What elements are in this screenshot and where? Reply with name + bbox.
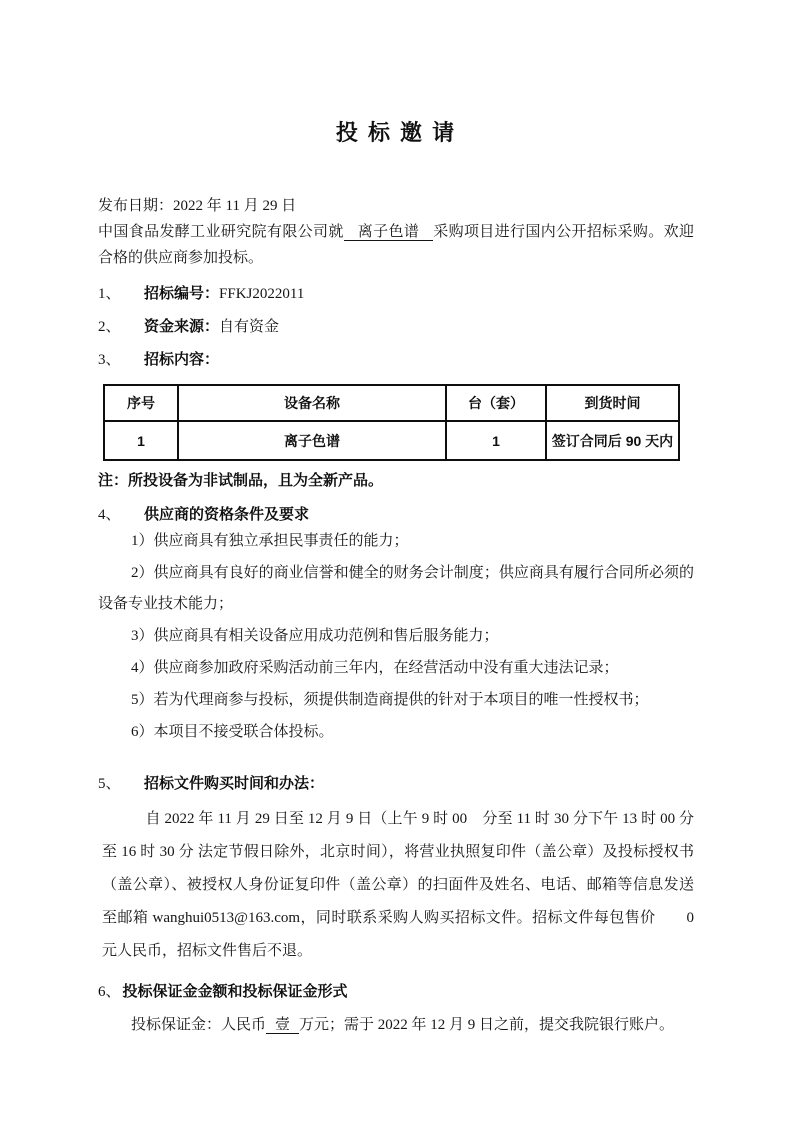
table-cell-serial: 1 xyxy=(104,421,178,460)
table-cell-equipment-name: 离子色谱 xyxy=(178,421,446,460)
qualification-subitem-4: 4）供应商参加政府采购活动前三年内，在经营活动中没有重大违法记录； xyxy=(131,660,619,676)
section-5-title: 招标文件购买时间和办法： xyxy=(144,775,325,792)
item-1-tender-number xyxy=(98,284,694,304)
table-header-serial: 序号 xyxy=(104,385,178,421)
item-3-number: 3、 xyxy=(98,352,121,368)
intro-text-before: 中国食品发酵工业研究院有限公司就 xyxy=(98,224,344,240)
qualification-subitem-2: 2）供应商具有良好的商业信誉和健全的财务会计制度；供应商具有履行合同所必须的设备专业技术能力； xyxy=(98,565,694,612)
item-2-value: 自有资金 xyxy=(219,319,280,335)
item-1-value: FFKJ2022011 xyxy=(219,286,305,302)
section-6-title: 投标保证金金额和投标保证金形式 xyxy=(122,983,348,1000)
section-5-number: 5、 xyxy=(98,776,121,792)
tender-items-table xyxy=(103,384,680,461)
table-row xyxy=(104,421,679,460)
intro-text-after: 采购项目进行国内公开招标采购。欢迎合格的供应商参加投标。 xyxy=(98,224,694,266)
item-2-label: 资金来源： xyxy=(144,318,220,335)
section-4-number: 4、 xyxy=(98,507,121,523)
item-1-number: 1、 xyxy=(98,286,121,302)
qualification-subitem-6: 6）本项目不接受联合体投标。 xyxy=(131,724,334,740)
underlined-blank-procurement-item: 离子色谱 xyxy=(344,224,433,241)
section-5-heading xyxy=(98,774,694,794)
note-line: 注：所投设备为非试制品，且为全新产品。 xyxy=(98,472,384,489)
section-6-heading xyxy=(98,982,694,1002)
underlined-deposit-amount: 壹 xyxy=(266,1017,299,1034)
table-cell-quantity: 1 xyxy=(446,421,546,460)
item-3-tender-content xyxy=(98,350,694,370)
deposit-text-before: 投标保证金：人民币 xyxy=(131,1017,267,1033)
item-2-number: 2、 xyxy=(98,319,121,335)
document-purchase-paragraph: 自 2022 年 11 月 29 日至 12 月 9 日（上午 9 时 00 分至 11 时 30 分下午 13 时 00 分至 16 时 30 分 法定节假日除外，北京时间），将营业执照复印件（盖公章）及投标授权书（盖公章）、被授权人身份证复印件（盖公章）的扫面件及姓名、电话、邮箱等信息发送至邮箱 wanghui0513@163.com，同时联系采购人购买招标文件。招标文件每包售价 0 元人民币，招标文件售后不退。 xyxy=(102,811,740,959)
table-header-row xyxy=(104,385,679,421)
qualification-subitem-3: 3）供应商具有相关设备应用成功范例和售后服务能力； xyxy=(131,628,499,644)
section-6-number: 6、 xyxy=(98,984,121,1000)
section-4-heading xyxy=(98,505,694,525)
table-header-delivery-time: 到货时间 xyxy=(546,385,679,421)
intro-paragraph xyxy=(98,219,694,271)
item-3-label: 招标内容： xyxy=(144,351,220,368)
document-title: 投 标 邀 请 xyxy=(335,120,457,145)
qualification-subitem-5: 5）若为代理商参与投标，须提供制造商提供的针对于本项目的唯一性授权书； xyxy=(131,692,649,708)
item-1-label: 招标编号： xyxy=(144,285,220,302)
section-4-title: 供应商的资格条件及要求 xyxy=(144,506,310,523)
deposit-text-after: 万元；需于 2022 年 12 月 9 日之前，提交我院银行账户。 xyxy=(299,1017,675,1033)
bid-deposit-line xyxy=(98,1012,694,1038)
qualification-subitem-1: 1）供应商具有独立承担民事责任的能力； xyxy=(131,533,409,549)
table-header-quantity: 台（套） xyxy=(446,385,546,421)
item-2-fund-source xyxy=(98,317,694,337)
table-header-equipment-name: 设备名称 xyxy=(178,385,446,421)
publish-date-line: 发布日期：2022 年 11 月 29 日 xyxy=(98,198,297,214)
table-cell-delivery-time: 签订合同后 90 天内 xyxy=(546,421,679,460)
